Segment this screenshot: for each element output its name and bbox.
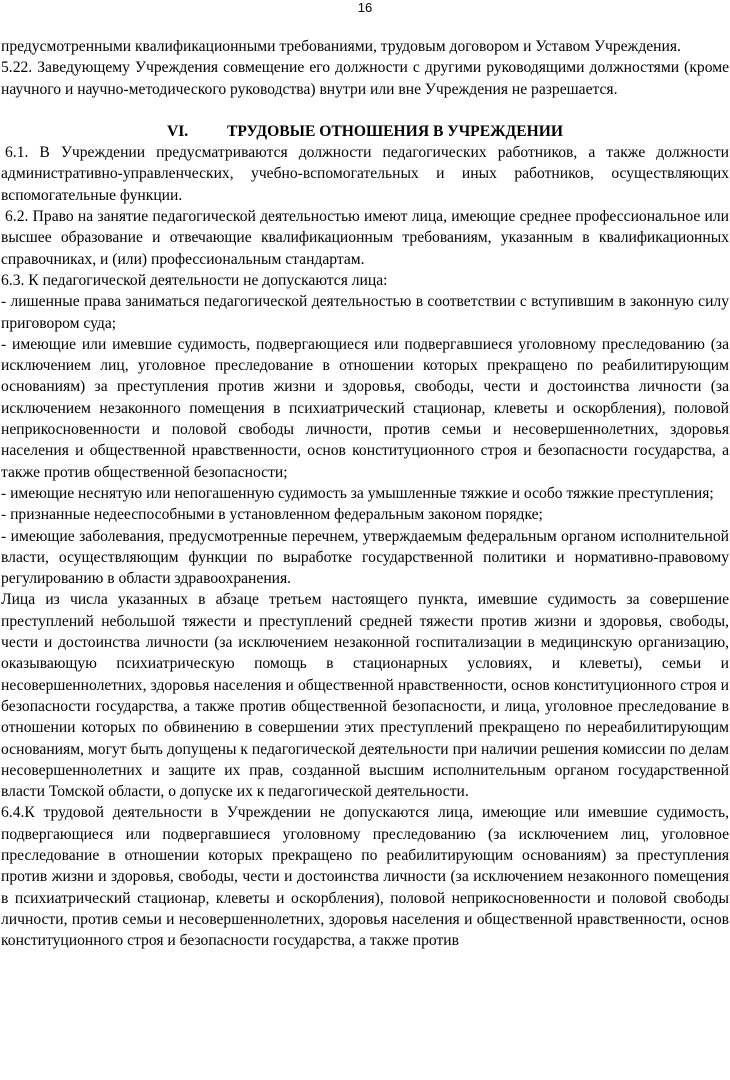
list-item: - имеющие или имевшие судимость, подвергающиеся или подвергавшиеся уголовному преследованию (за исключением лиц, уголовное преследование в отношении которых прекращено по реабилитирующим основаниям) за преступления против жизни и здоровья, свободы, чести и достоинства личности (за исключением незаконного помещения в психиатрический стационар, клеветы и оскорбления), половой неприкосновенности и половой свободы личности, против семьи и несовершеннолетних, здоровья населения и общественной нравственности, основ конституционного строя и безопасности государства, а также против общественной безопасности; bbox=[1, 335, 729, 481]
spacer bbox=[1, 100, 729, 121]
list-item: - имеющие заболевания, предусмотренные перечнем, утверждаемым федеральным органом исполнительной власти, осуществляющим функции по выработке государственной политики и нормативно-правовому регулированию в области здравоохранения. bbox=[1, 527, 729, 588]
list-item: - лишенные права заниматься педагогической деятельностью в соответствии с вступившим в законную силу приговором суда; bbox=[1, 293, 729, 332]
page-number: 16 bbox=[357, 0, 373, 15]
section-number: VI. bbox=[166, 122, 189, 140]
paragraph: Лица из числа указанных в абзаце третьем настоящего пункта, имевшие судимость за совершение преступлений небольшой тяжести и преступлений средней тяжести против жизни и здоровья, свободы, чести и достоинства личности (за исключением незаконной госпитализации в медицинскую организацию, оказывающую психиатрическую помощь в стационарных условиях, и клеветы), семьи и несовершеннолетних, здоровья населения и общественной нравственности, основ конституционного строя и безопасности государства, а также против общественной безопасности, и лица, уголовное преследование в отношении которых по обвинению в совершении этих преступлений прекращено по нереабилитирующим основаниям, могут быть допущены к педагогической деятельности при наличии решения комиссии по делам несовершеннолетних и защите их прав, созданной высшим исполнительным органом государственной власти Томской области, о допуске их к педагогической деятельности. bbox=[1, 591, 729, 801]
list-item: - признанные недееспособными в установленном федеральным законом порядке; bbox=[1, 506, 543, 524]
paragraph-6-2: 6.2. Право на занятие педагогической деятельностью имеют лица, имеющие среднее профессиональное или высшее образование и отвечающие квалификационным требованиям, указанным в квалификационных справочниках, и (или) профессиональным стандартам. bbox=[1, 208, 729, 268]
paragraph-6-4: 6.4.К трудовой деятельности в Учреждении не допускаются лица, имеющие или имевшие судимость, подвергающиеся или подвергавшиеся уголовному преследованию (за исключением лиц, уголовное преследование в отношении которых прекращено по реабилитирующим основаниям) за преступления против жизни и здоровья, свободы, чести и достоинства личности (за исключением незаконного помещения в психиатрический стационар, клеветы и оскорбления), половой неприкосновенности и половой свободы личности, против семьи и несовершеннолетних, здоровья населения и общественной нравственности, основ конституционного строя и безопасности государства, а также против bbox=[1, 804, 729, 950]
list-item: - имеющие неснятую или непогашенную судимость за умышленные тяжкие и особо тяжкие преступления; bbox=[1, 484, 714, 502]
document-body bbox=[1, 36, 729, 951]
paragraph-6-3: 6.3. К педагогической деятельности не допускаются лица: bbox=[1, 271, 388, 289]
paragraph-5-22: 5.22. Заведующему Учреждения совмещение его должности с другими руководящими должностями (кроме научного и научно-методического руководства) внутри или вне Учреждения не разрешается. bbox=[1, 59, 729, 98]
section-heading bbox=[1, 121, 729, 142]
section-title: ТРУДОВЫЕ ОТНОШЕНИЯ В УЧРЕЖДЕНИИ bbox=[226, 122, 564, 140]
paragraph-6-1: 6.1. В Учреждении предусматриваются должности педагогических работников, а также должности административно-управленческих, учебно-вспомогательных и иных работников, осуществляющих вспомогательные функции. bbox=[1, 144, 729, 204]
paragraph: предусмотренными квалификационными требованиями, трудовым договором и Уставом Учреждения. bbox=[1, 38, 681, 55]
